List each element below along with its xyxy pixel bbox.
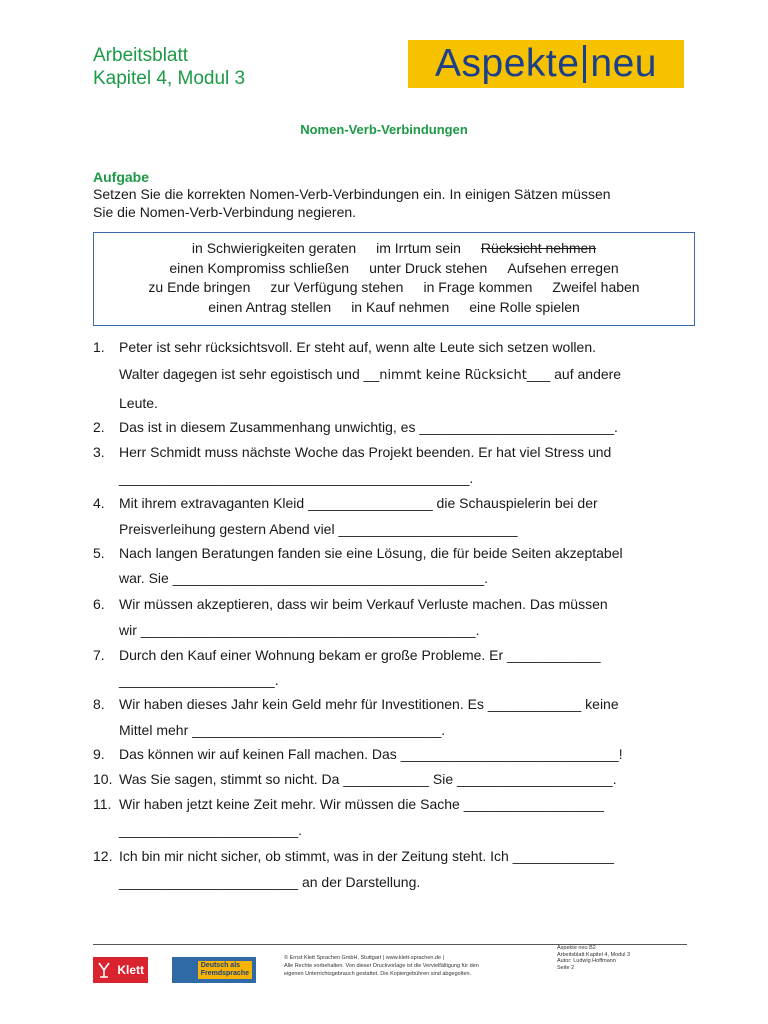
exercise-4: 4. Mit ihrem extravaganten Kleid ________________ die Schauspielerin bei der (93, 495, 598, 511)
exercise-6: 6. Wir müssen akzeptieren, dass wir beim Verkauf Verluste machen. Das müssen (93, 596, 608, 612)
exercise-7: 7. Durch den Kauf einer Wohnung bekam er große Probleme. Er ____________ (93, 647, 601, 663)
word-item: zu Ende bringen (148, 279, 251, 295)
word-item-struck: Rücksicht nehmen (480, 240, 597, 256)
copyright-notice: © Ernst Klett Sprachen GmbH, Stuttgart | www.klett-sprachen.de | Alle Rechte vorbehalten. Von dieser Druckvorlage ist die Vervielfältigung für den eigenen Unterrichtsgebrauch gestattet. Die Kopiergebühren sind abgegolten. (284, 955, 479, 977)
word-item: in Frage kommen (423, 279, 533, 295)
word-item: im Irrtum sein (376, 240, 461, 256)
word-item: Zweifel haben (552, 279, 640, 295)
word-item: einen Kompromiss schließen (169, 260, 350, 276)
worksheet-header (93, 44, 245, 90)
exercise-1: 1. Peter ist sehr rücksichtsvoll. Er steht auf, wenn alte Leute sich setzen wollen. (93, 339, 597, 355)
word-item: zur Verfügung stehen (270, 279, 404, 295)
exercise-7-line-2: ____________________. (119, 672, 279, 688)
daf-logo: Deutsch als Fremdsprache (172, 957, 256, 983)
word-item: Aufsehen erregen (507, 260, 619, 276)
exercise-5: 5. Nach langen Beratungen fanden sie eine Lösung, die für beide Seiten akzeptabel (93, 545, 623, 561)
word-row-1 (94, 240, 694, 256)
aspekte-neu-logo: Aspekte neu (408, 40, 684, 88)
exercise-11-line-2: _______________________. (119, 822, 302, 838)
word-item: in Kauf nehmen (351, 299, 450, 315)
word-row-4 (94, 299, 694, 315)
exercise-8: 8. Wir haben dieses Jahr kein Geld mehr für Investitionen. Es ____________ keine (93, 696, 619, 712)
chapter-label: Kapitel 4, Modul 3 (93, 68, 246, 89)
worksheet-label: Arbeitsblatt (93, 45, 189, 66)
klett-logo: Klett (93, 957, 148, 983)
handwritten-answer: nimmt keine Rücksicht (379, 368, 527, 383)
page-title: Nomen-Verb-Verbindungen (300, 122, 468, 137)
word-item: in Schwierigkeiten geraten (191, 240, 357, 256)
exercise-9: 9. Das können wir auf keinen Fall machen. Das ____________________________! (93, 746, 623, 762)
task-heading: Aufgabe (93, 169, 149, 185)
exercise-6-line-2: wir ___________________________________________. (119, 622, 480, 638)
document-meta: Aspekte neu B2 Arbeitsblatt Kapitel 4, Modul 3 Autor: Ludwig Hoffmann Seite 2 (557, 945, 631, 971)
exercise-3: 3. Herr Schmidt muss nächste Woche das Projekt beenden. Er hat viel Stress und (93, 444, 612, 460)
exercise-5-line-2: war. Sie ________________________________________. (119, 570, 489, 586)
exercise-10: 10. Was Sie sagen, stimmt so nicht. Da ___________ Sie ____________________. (93, 771, 617, 787)
word-item: einen Antrag stellen (208, 299, 332, 315)
exercise-1-line-2: Walter dagegen ist sehr egoistisch und __nimmt keine Rücksicht___ auf andere (119, 366, 622, 383)
exercise-3-line-2: _____________________________________________. (119, 470, 474, 486)
word-item: unter Druck stehen (369, 260, 488, 276)
exercise-11: 11. Wir haben jetzt keine Zeit mehr. Wir müssen die Sache __________________ (93, 796, 604, 812)
exercise-8-line-2: Mittel mehr ________________________________. (119, 722, 446, 738)
word-box (93, 232, 695, 326)
word-item: eine Rolle spielen (469, 299, 580, 315)
exercise-2: 2. Das ist in diesem Zusammenhang unwichtig, es _________________________. (93, 419, 618, 435)
exercise-4-line-2: Preisverleihung gestern Abend viel _______________________ (119, 521, 518, 537)
klett-mark-icon (97, 961, 111, 979)
word-row-2 (94, 260, 694, 276)
exercise-12-line-2: _______________________ an der Darstellung. (119, 874, 421, 890)
exercise-1-line-3: Leute. (119, 395, 158, 411)
task-instructions: Setzen Sie die korrekten Nomen-Verb-Verbindungen ein. In einigen Sätzen müssen Sie die Nomen-Verb-Verbindung negieren. (93, 186, 611, 220)
word-row-3 (94, 279, 694, 295)
exercise-12: 12. Ich bin mir nicht sicher, ob stimmt, was in der Zeitung steht. Ich _____________ (93, 848, 614, 864)
